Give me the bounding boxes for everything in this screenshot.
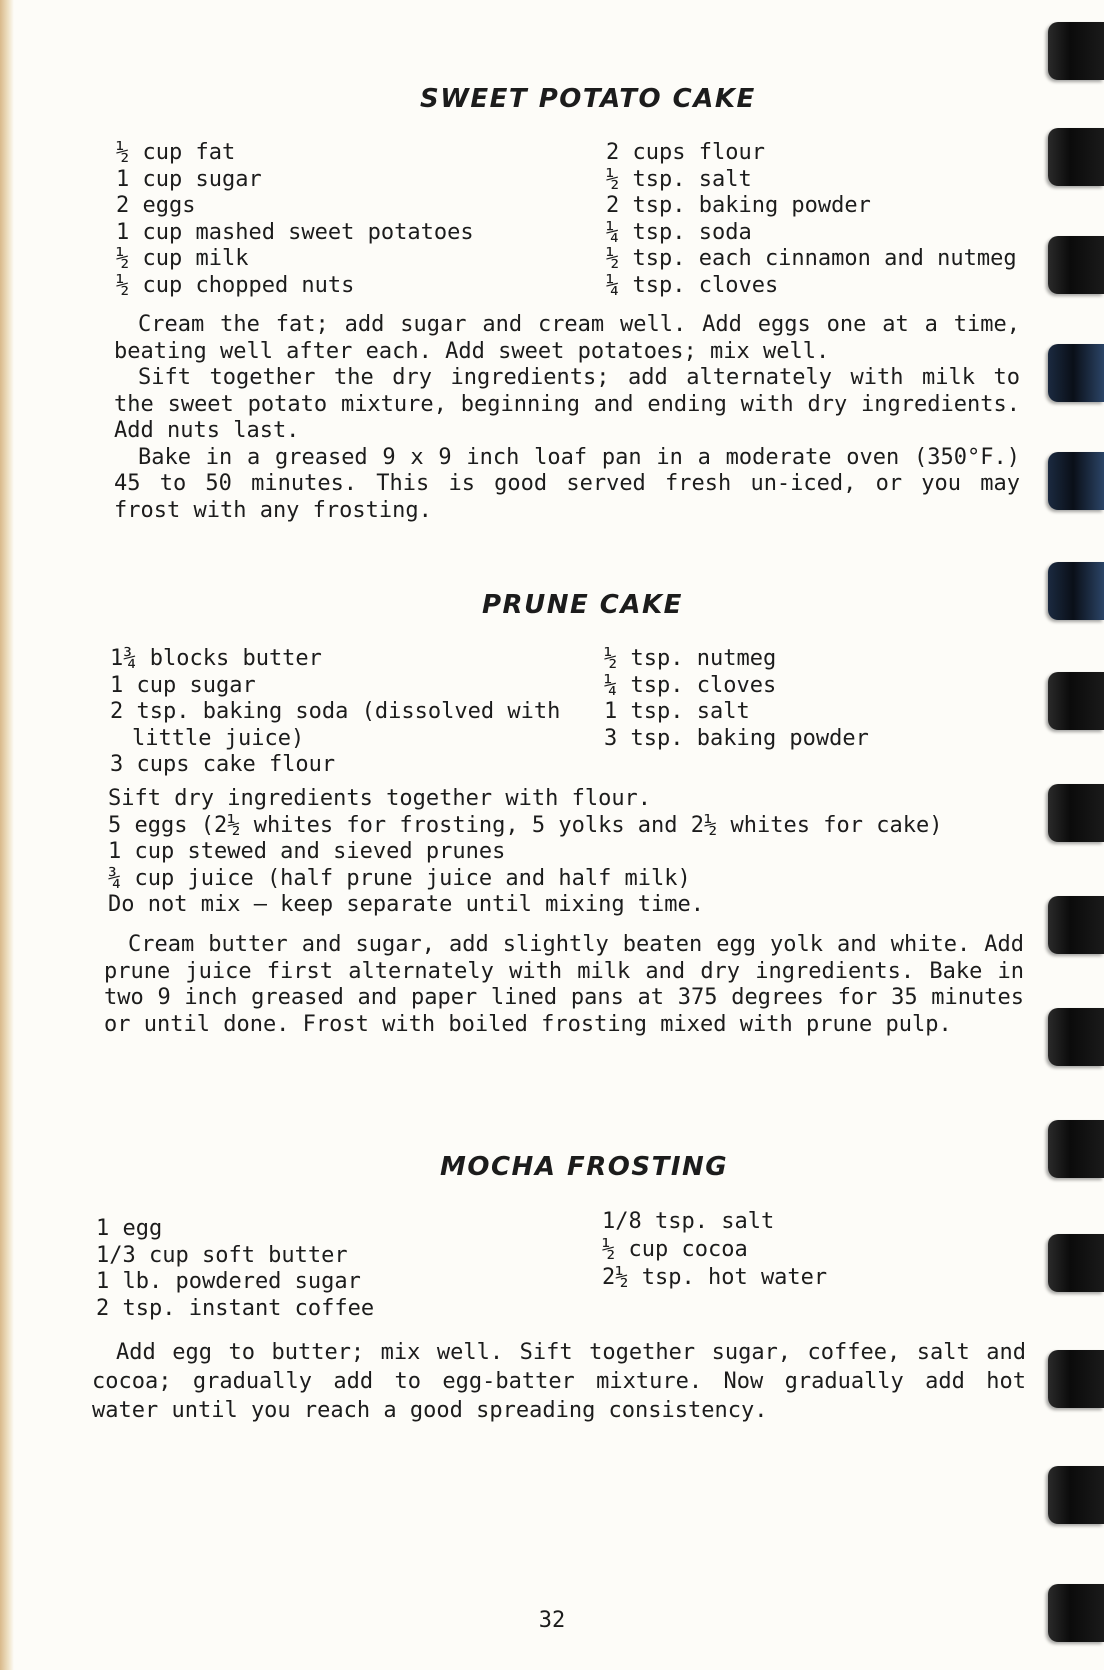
recipe-title: SWEET POTATO CAKE: [420, 84, 756, 114]
ingredient: 1¾ blocks butter: [110, 646, 322, 671]
ingredient: ½ cup milk: [116, 246, 249, 271]
recipe-directions: [92, 1338, 1026, 1425]
ingredient: 2 cups flour: [606, 140, 765, 165]
recipe-directions: [114, 312, 1020, 524]
note-line: 5 eggs (2½ whites for frosting, 5 yolks and 2½ whites for cake): [108, 812, 943, 838]
ingredients-left: [110, 646, 560, 779]
ingredient: ¼ tsp. soda: [606, 219, 752, 245]
ingredient: ½ cup chopped nuts: [116, 272, 355, 298]
ingredient: 1 cup sugar: [116, 166, 262, 192]
ingredient: 3 cups cake flour: [110, 752, 336, 777]
direction-paragraph: Bake in a greased 9 x 9 inch loaf pan in a moderate oven (350°F.) 45 to 50 minutes. This is good served fresh un-iced, or you may frost with any frosting.: [114, 444, 1020, 523]
ingredient: 1 cup sugar: [110, 672, 256, 698]
ingredient: ½ tsp. each cinnamon and nutmeg: [606, 246, 1017, 271]
ingredient: 1 lb. powdered sugar: [96, 1269, 361, 1294]
ingredient: 3 tsp. baking powder: [604, 725, 869, 751]
ingredient: 1 cup mashed sweet potatoes: [116, 219, 474, 245]
ingredient: ½ tsp. salt: [606, 166, 752, 192]
ingredient: 2 tsp. baking powder: [606, 193, 871, 218]
ingredient: ½ cup fat: [116, 140, 236, 165]
ingredient: 1 tsp. salt: [604, 699, 750, 724]
ingredient: little juice): [132, 725, 305, 751]
ingredients-left: [116, 140, 474, 299]
note-line: 1 cup stewed and sieved prunes: [108, 839, 506, 864]
ingredient: ½ cup cocoa: [602, 1237, 748, 1262]
ingredients-right: [606, 140, 1017, 299]
recipe-notes: [108, 786, 942, 919]
ingredient: 2 eggs: [116, 193, 196, 218]
ingredient: ¼ tsp. cloves: [604, 672, 777, 698]
direction-paragraph: Add egg to butter; mix well. Sift together sugar, coffee, salt and cocoa; gradually add to egg-batter mixture. Now gradually add hot water until you reach a good spreading consistency.: [92, 1340, 1026, 1423]
ingredient: 2½ tsp. hot water: [602, 1265, 828, 1290]
note-line: Do not mix — keep separate until mixing time.: [108, 892, 705, 917]
page-number: 32: [538, 1608, 566, 1633]
page-edge: [0, 0, 14, 1670]
note-line: ¾ cup juice (half prune juice and half milk): [108, 865, 691, 891]
ingredient: 1 egg: [96, 1216, 163, 1241]
recipe-title: MOCHA FROSTING: [440, 1152, 729, 1182]
ingredients-right: [602, 1208, 827, 1292]
ingredient: 1/3 cup soft butter: [96, 1242, 348, 1268]
spiral-binding: [1024, 0, 1104, 1670]
recipe-directions: [104, 932, 1024, 1038]
note-line: Sift dry ingredients together with flour.: [108, 786, 652, 811]
ingredient: ½ tsp. nutmeg: [604, 646, 777, 671]
ingredient: 1/8 tsp. salt: [602, 1209, 775, 1234]
ingredients-right: [604, 646, 869, 752]
direction-paragraph: Sift together the dry ingredients; add alternately with milk to the sweet potato mixture, beginning and ending with dry ingredients. Add nuts last.: [114, 365, 1020, 443]
ingredient: 2 tsp. instant coffee: [96, 1295, 375, 1321]
recipe-title: PRUNE CAKE: [482, 590, 683, 620]
direction-paragraph: Cream butter and sugar, add slightly beaten egg yolk and white. Add prune juice first alternately with milk and dry ingredients. Bake in two 9 inch greased and paper lined pans at 375 degrees for 35 minutes or until done. Frost with boiled frosting mixed with prune pulp.: [104, 932, 1024, 1037]
ingredient: 2 tsp. baking soda (dissolved with: [110, 699, 561, 724]
direction-paragraph: Cream the fat; add sugar and cream well. Add eggs one at a time, beating well after each. Add sweet potatoes; mix well.: [114, 312, 1020, 364]
ingredient: ¼ tsp. cloves: [606, 272, 779, 298]
ingredients-left: [96, 1216, 374, 1322]
